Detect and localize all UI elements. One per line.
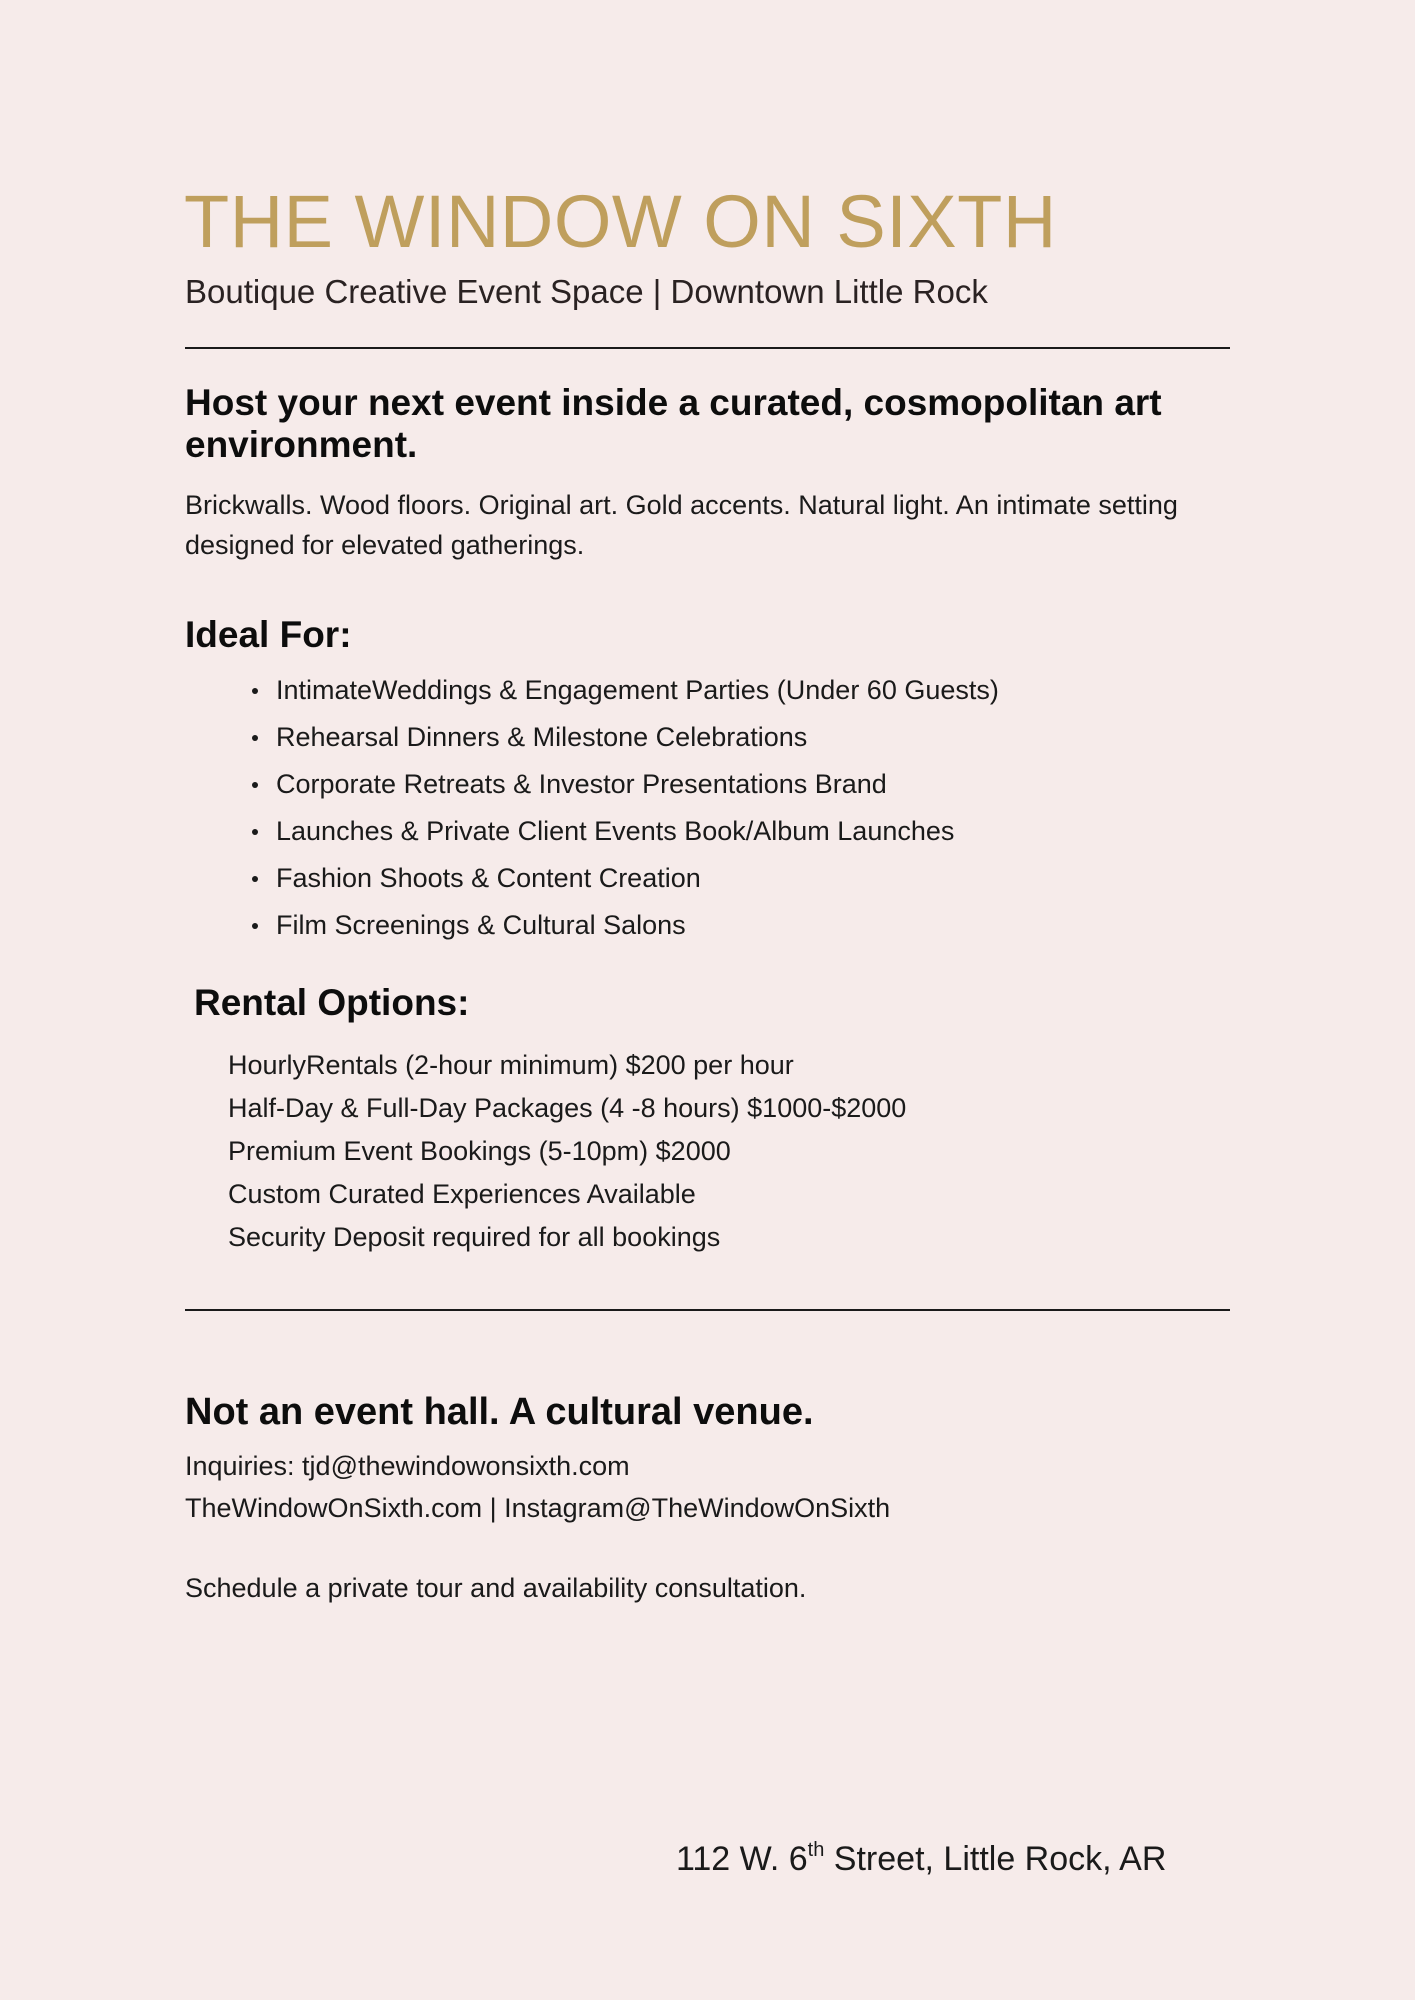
intro-headline: Host your next event inside a curated, cosmopolitan art environment.	[185, 382, 1162, 465]
intro-description: Brickwalls. Wood floors. Original art. Gold accents. Natural light. An intimate setting designed for elevated gatherings.	[185, 490, 1178, 560]
top-divider	[185, 347, 1230, 349]
bottom-divider	[185, 1309, 1230, 1311]
ideal-for-item: Fashion Shoots & Content Creation	[276, 858, 999, 905]
rental-option-item: Custom Curated Experiences Available	[228, 1179, 696, 1209]
ideal-for-list	[276, 670, 999, 952]
ideal-for-item: Corporate Retreats & Investor Presentations Brand	[276, 764, 999, 811]
rental-options-heading: Rental Options:	[194, 982, 470, 1023]
rental-option-item: Half-Day & Full-Day Packages (4 -8 hours) $1000-$2000	[228, 1093, 907, 1123]
rental-option-item: HourlyRentals (2-hour minimum) $200 per hour	[228, 1050, 794, 1080]
venue-address	[676, 1836, 1166, 1882]
rental-option-item: Security Deposit required for all bookings	[228, 1222, 721, 1252]
ideal-for-item: Rehearsal Dinners & Milestone Celebrations	[276, 717, 999, 764]
rental-option-item: Premium Event Bookings (5-10pm) $2000	[228, 1136, 731, 1166]
address-ordinal: th	[807, 1839, 825, 1861]
ideal-for-item: IntimateWeddings & Engagement Parties (Under 60 Guests)	[276, 670, 999, 717]
venue-title: THE WINDOW ON SIXTH	[184, 180, 1057, 263]
tour-call-to-action: Schedule a private tour and availability consultation.	[185, 1573, 807, 1603]
address-number: 112 W. 6	[676, 1840, 808, 1878]
venue-tagline: Not an event hall. A cultural venue.	[185, 1391, 814, 1433]
address-street: Street, Little Rock, AR	[824, 1840, 1167, 1878]
ideal-for-item: Launches & Private Client Events Book/Album Launches	[276, 811, 999, 858]
inquiries-email: Inquiries: tjd@thewindowonsixth.com	[185, 1451, 630, 1481]
ideal-for-heading: Ideal For:	[185, 614, 352, 655]
venue-subtitle: Boutique Creative Event Space | Downtown Little Rock	[185, 273, 988, 310]
ideal-for-item: Film Screenings & Cultural Salons	[276, 905, 999, 952]
website-instagram: TheWindowOnSixth.com | Instagram@TheWindowOnSixth	[185, 1493, 891, 1523]
rental-options-list	[228, 1045, 906, 1260]
